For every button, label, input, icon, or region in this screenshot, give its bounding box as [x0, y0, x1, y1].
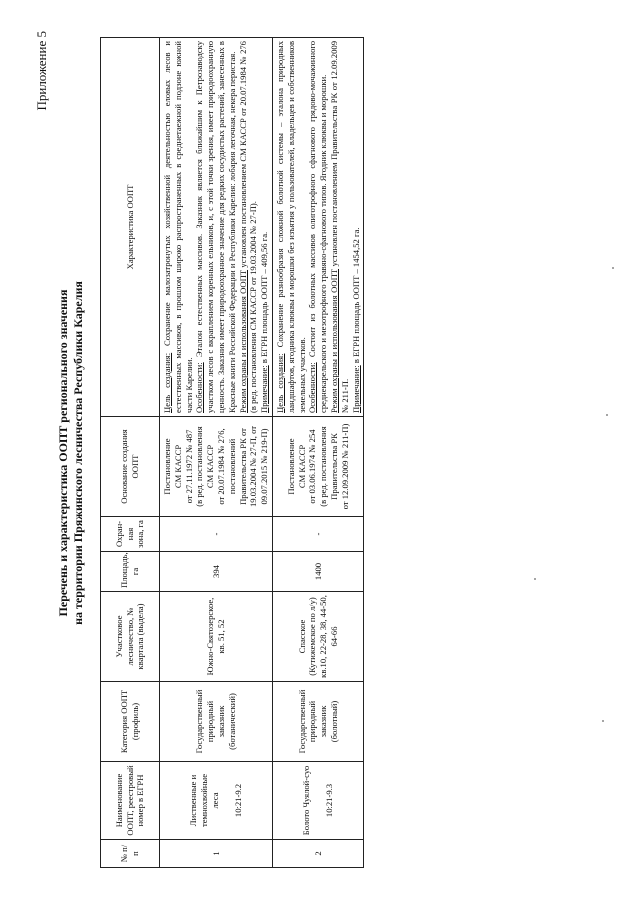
basis-line: Постановление	[162, 437, 172, 495]
char-text: в ЕГРН площадь ООПТ – 409,56 га.	[259, 231, 270, 365]
basis-line: СМ КАССР	[205, 444, 216, 488]
table-row	[272, 37, 363, 867]
char-paragraph	[259, 41, 270, 413]
oopt-name: Лиственные и темнохвойные леса	[188, 773, 220, 827]
char-label: Примечание:	[259, 364, 270, 413]
basis-line: от 27.11.1972 № 487	[183, 429, 194, 503]
char-label: Цель создания:	[274, 353, 285, 413]
char-paragraph	[238, 41, 260, 413]
char-text: установлен постановлением СМ КАССР от 20.07.1984 № 276 (в ред. постановления СМ КАССР от 19.03.2004 № 27-П).	[237, 40, 259, 413]
col-header: № п/п	[101, 839, 160, 867]
basis-line: 09.07.2015 № 219-П)	[259, 428, 270, 504]
basis-line: СМ КАССР	[172, 444, 183, 488]
oopt-table	[100, 37, 364, 868]
char-paragraph	[351, 41, 362, 413]
oopt-registry-number: 10:21-9.3	[324, 783, 335, 817]
appendix-label: Приложение 5	[34, 30, 49, 111]
basis-line: Постановление	[285, 437, 296, 495]
char-text: в ЕГРН площадь ООПТ – 1454,52 га.	[350, 227, 361, 365]
creation-basis	[272, 416, 363, 516]
char-text: Сохранение малозатронутых хозяйственной деятельностью еловых лесов и естественных массивов, в прошлом широко распространенных в среднетаежной подзоне южной части Карелии.	[162, 40, 194, 413]
char-paragraph	[194, 41, 237, 413]
forestry-quarters: Южно-Святозерское, кв. 51, 52	[160, 591, 273, 681]
col-header: Охран- ная зона, га	[101, 516, 160, 551]
col-header: Основание создания ООПТ	[101, 416, 160, 516]
title-line-2: на территории Пряжинского лесничества Республики Карелия	[71, 280, 85, 625]
col-header: Характеристика ООПТ	[101, 37, 160, 416]
basis-line: от 12.09.2009 № 211-П)	[339, 423, 350, 509]
basis-line: Правительства РК от	[237, 427, 248, 505]
char-label: Особенности:	[307, 361, 318, 413]
oopt-name: Болото Чуялой-суо	[301, 765, 312, 835]
char-text: Эталон естественных массивов. Заказник является ближайшим к Петрозаводску участком лесов с вкраплением коренных ельников, и, с этой точки зрения, имеет природоохранную ценность. Заказник имеет природоохранное значение для редких сосудистых растений, занесенных в Красные книги Российской Федерации и Республики Карелия: лобария легочная, некера перистая.	[194, 40, 237, 413]
char-label: Цель создания:	[162, 352, 172, 413]
char-paragraph	[307, 41, 329, 413]
scan-speck	[612, 267, 614, 269]
char-paragraph	[275, 41, 307, 413]
oopt-registry-number: 10:21-9.2	[232, 783, 243, 817]
char-text: установлен постановлением Правительства РК от 12.09.2009 № 211-П.	[328, 40, 350, 413]
col-header: Наименование ООПТ, реестровый номер в ЕГРН	[101, 761, 160, 839]
char-text: Состоит из болотных массивов олиготрофного сфагнового грядово-мочажинного среднекарельского и мезотрофного травяно-сфагнового типов. Ягодник клюквы и морошки.	[307, 40, 329, 413]
scan-speck	[606, 414, 608, 416]
forestry-quarters: Спасское (Кутижемское по л/у) кв.10, 22-28, 38, 44-50, 64-66	[272, 591, 363, 681]
oopt-characteristics	[160, 37, 273, 416]
basis-line: СМ КАССР	[296, 444, 307, 488]
basis-line: (в ред. постановления	[194, 425, 205, 507]
char-label: Режим охраны и использования ООПТ	[328, 268, 339, 413]
basis-line: постановлений	[226, 438, 237, 494]
col-header: Площадь, га	[101, 551, 160, 591]
rotated-content	[30, 23, 610, 883]
row-number: 1	[160, 839, 273, 867]
basis-line: Правительства РК	[328, 432, 339, 500]
row-number: 2	[272, 839, 363, 867]
oopt-characteristics	[272, 37, 363, 416]
basis-line: 19.03.2004 № 27-П, от	[248, 425, 259, 507]
scan-speck	[534, 578, 536, 580]
document-title	[56, 23, 86, 883]
char-label: Примечание:	[350, 364, 361, 413]
area-ha: 1400	[272, 551, 363, 591]
oopt-name-cell	[272, 761, 363, 839]
char-label: Режим охраны и использования ООПТ	[237, 269, 248, 413]
oopt-category: Государственный природный заказник (ботанический)	[160, 681, 273, 761]
char-paragraph	[329, 41, 351, 413]
buffer-zone-ha: -	[272, 516, 363, 551]
oopt-name-cell	[160, 761, 273, 839]
col-header: Категория ООПТ (профиль)	[101, 681, 160, 761]
table-row	[160, 37, 273, 867]
table-header-row	[101, 37, 160, 867]
col-header: Участковое лесничество, № квартала (выдела)	[101, 591, 160, 681]
basis-line: (в ред. постановления	[318, 425, 329, 507]
basis-line: от 20.07.1984 № 276,	[215, 427, 226, 505]
char-text: Сохранение разнообразия сложной болотной системы – эталона природных ландшафтов, ягодника клюквы и морошки без изъятия у пользователей, владельцев и собственников земельных участков.	[274, 40, 307, 413]
area-ha: 394	[160, 551, 273, 591]
oopt-category: Государственный природный заказник (болотный)	[272, 681, 363, 761]
char-paragraph	[162, 41, 194, 413]
char-label: Особенности:	[194, 361, 205, 413]
buffer-zone-ha: -	[160, 516, 273, 551]
basis-line: от 03.06.1974 № 254	[307, 428, 318, 504]
title-line-1: Перечень и характеристика ООПТ регионального значения	[56, 289, 70, 616]
scan-speck	[602, 720, 604, 722]
creation-basis	[160, 416, 273, 516]
